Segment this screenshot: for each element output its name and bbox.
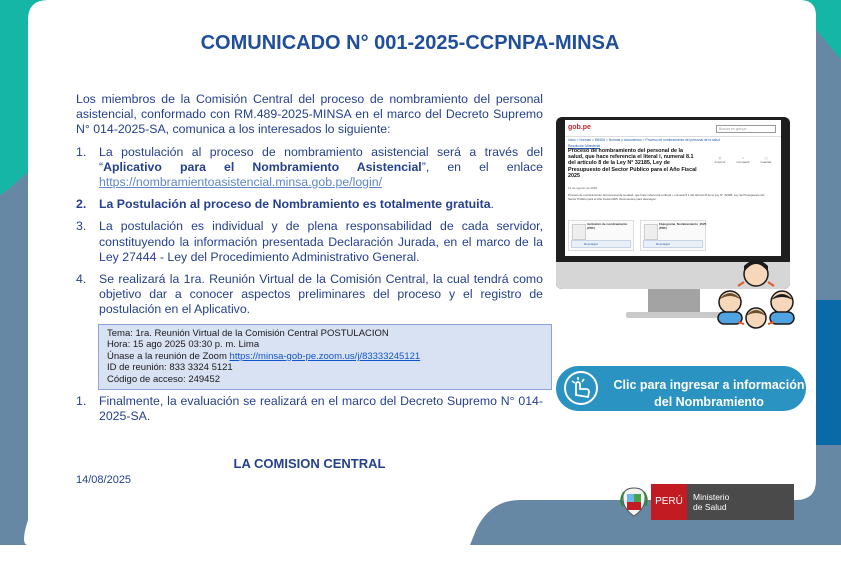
meeting-id: ID de reunión: 833 3324 5121 [107,362,233,374]
issue-date: 14/08/2025 [76,474,132,486]
people-network-icon [714,256,798,334]
communique-body [76,92,543,424]
meeting-topic: Tema: 1ra. Reunión Virtual de la Comisión Central POSTULACION [107,327,389,339]
print-icon: ⎙ Imprimir [714,156,726,164]
click-hand-icon [564,371,598,405]
cta-label[interactable]: Clic para ingresar a información del Nombramiento [613,378,805,409]
item-number: 3. [76,219,87,234]
minsa-logo: Ministerio de Salud [687,484,794,520]
app-name: Aplicativo para el Nombramiento Asistencial [103,159,422,174]
pdf-icon [572,224,586,240]
zoom-link[interactable]: https://minsa-gob-pe.zoom.us/j/83333245121 [229,350,421,362]
meeting-info-box: Tema: 1ra. Reunión Virtual de la Comisión Central POSTULACION Hora: 15 ago 2025 03:30 p. m. Lima Únase a la reunión de Zoom https://minsa-gob-pe.zoom.us/j/83333245121 ID de reunión: 833 3324 5121 Código de acceso: 249452 [98,324,552,390]
document-card: Flujograma_Nombramiento_2025 (PDF) Descargar [640,220,706,251]
screen-headline: Proceso de nombramiento del personal de la salud, que hace referencia el literal i, numeral 8.1 del artículo 8 de la Ley N° 32185, Ley de Presupuesto del Sector Público para el Año Fiscal 2025 [568,148,697,179]
list-item: 3. La postulación es individual y de plena responsabilidad de cada servidor, constituyendo la información presentada Declaración Jurada, en el marco de la Ley 27444 - Ley del Procedimiento Administrativo General. [76,219,543,264]
monitor-stand [648,289,700,314]
screen-date: 14 de agosto de 2025 [568,186,598,190]
list-item: 1. Finalmente, la evaluación se realizará en el marco del Decreto Supremo N° 014-2025-SA. [76,393,543,423]
category-link: Resolución Ministerial [568,144,601,148]
download-button: Descargar [571,240,631,248]
item-number: 1. [76,393,87,408]
item-number: 2. [76,197,87,212]
page-title: COMUNICADO N° 001-2025-CCPNPA-MINSA [200,32,620,54]
gobpe-logo: gob.pe [568,124,591,131]
application-link[interactable]: https://nombramientoasistencial.minsa.gob.pe/login/ [99,175,382,190]
item-number: 1. [76,144,87,159]
document-card: Aplicativo de nombramiento (PDF) Descargar [568,220,634,251]
monitor-base [626,312,722,318]
peru-logo: PERÚ [651,484,687,520]
screen-paragraph: Proceso de nombramiento del personal de la salud, que hace referencia el literal i, numeral 8.1 del artículo 8 de la Ley N° 32185, Ley de Presupuesto del Sector Público para el Año Fiscal 2025. Documentos para descargar. [568,193,765,201]
screen-actions [713,156,773,164]
download-button: Descargar [643,240,703,248]
meeting-time: Hora: 15 ago 2025 03:30 p. m. Lima [107,339,260,351]
signature: LA COMISION CENTRAL [233,456,386,471]
list-item: 4. Se realizará la 1ra. Reunión Virtual de la Comisión Central, la cual tendrá como objetivo dar a conocer aspectos preliminares del proceso y el registro de postulación en el Aplicativo. [76,272,543,317]
monitor-screen[interactable] [565,120,781,256]
peru-shield-icon [620,486,648,518]
list-item: 1. La postulación al proceso de nombramiento asistencial será a través del “Aplicativo para el Nombramiento Asistencial”, en el enlace https://nombramientoasistencial.minsa.gob.pe/login/ [76,144,543,190]
meeting-passcode: Código de acceso: 249452 [107,374,221,386]
intro-paragraph: Los miembros de la Comisión Central del proceso de nombramiento del personal asistencial, conformado con RM.489-2025-MINSA en el marco del Decreto Supremo N° 014-2025-SA, comunica a los interesados lo siguiente: [76,92,543,137]
share-icon: < Compartir [736,156,750,164]
search-input: Buscar en gob.pe [716,125,776,133]
pdf-icon [644,224,658,240]
bookmark-icon: ▢ Guardar [760,156,772,164]
list-item: 2. La Postulación al proceso de Nombramiento es totalmente gratuita. [76,197,494,212]
item-number: 4. [76,272,87,287]
breadcrumb: Inicio > Normas > MINSA > Normas y documentos > Proceso de nombramiento del personal de la salud [568,138,720,142]
